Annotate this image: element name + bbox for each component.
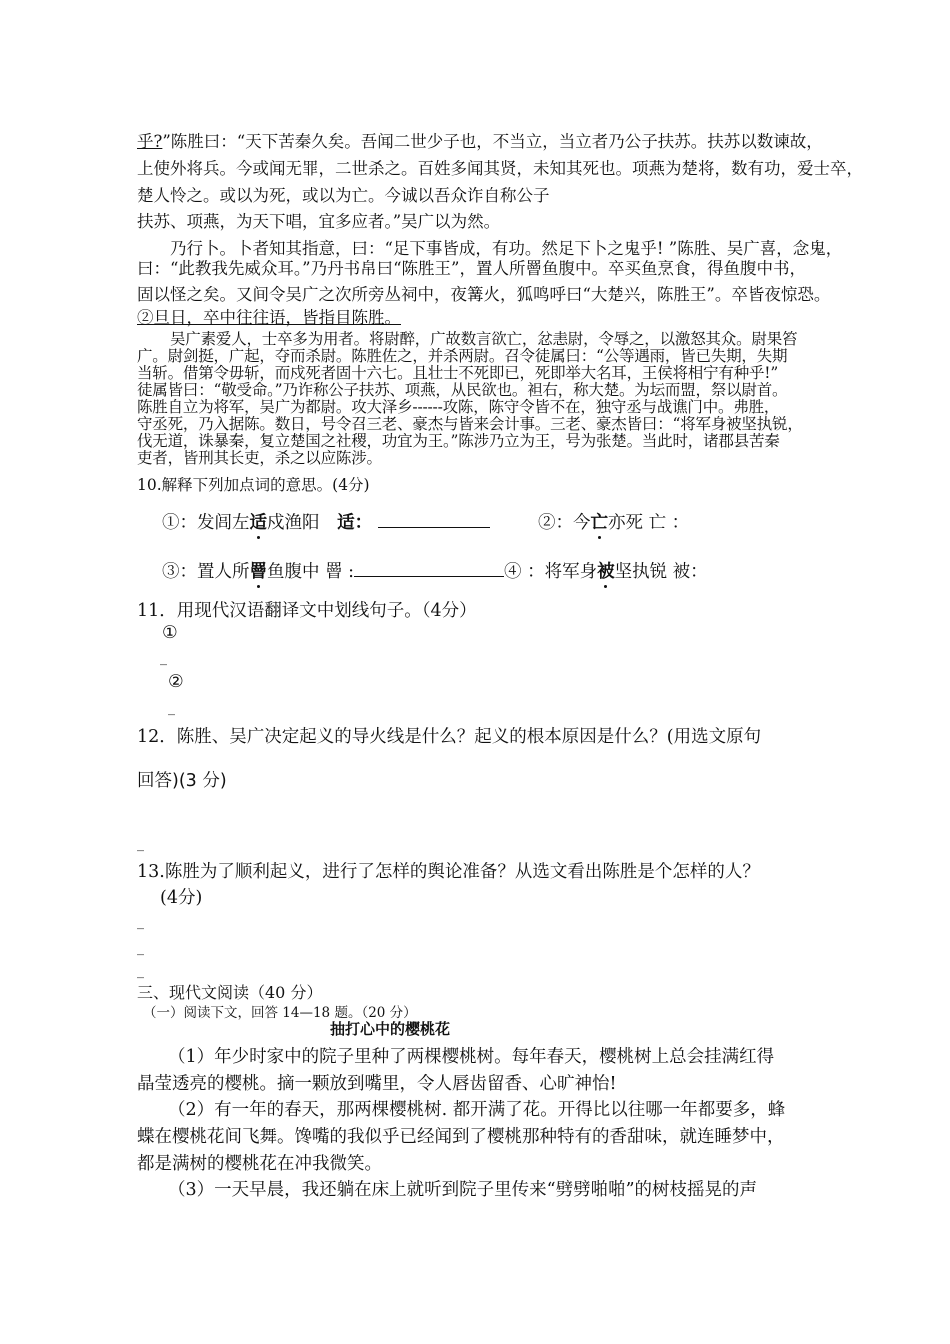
passage-line-4: 扶苏、项燕，为天下唱，宜多应者。”吴广以为然。 — [137, 212, 501, 231]
q10-item-3: ③：置人所罾鱼腹中 罾 : ④ ：将军身被坚执锐 被： — [162, 558, 708, 583]
article-p3-line1: （3）一天早晨，我还躺在床上就听到院子里传来“劈劈啪啪”的树枝摇晃的声 — [168, 1180, 758, 1200]
dotted-char-1: 适 — [249, 513, 267, 533]
q11-item-2: ② — [168, 672, 184, 692]
passage-line-1: 乎?”陈胜曰：“天下苦秦久矣。吾闻二世少子也，不当立，当立者乃公子扶苏。扶苏以数谏故， — [137, 132, 823, 151]
answer-line: _ — [160, 650, 167, 666]
answer-line: _ — [137, 963, 144, 979]
question-10: 10.解释下列加点词的意思。(4分) — [137, 476, 370, 494]
passage-m7: 伐无道，诛暴秦，复立楚国之社稷，功宜为王。”陈涉乃立为王，号为张楚。当此时，诸郡县苦秦 — [137, 432, 780, 450]
passage-line-7: 固以怪之矣。又间令吴广之次所旁丛祠中，夜篝火，狐鸣呼曰“大楚兴，陈胜王”。卒皆夜惊恐。 — [137, 285, 831, 304]
passage-m4: 徒属皆曰：“敬受命。”乃诈称公子扶苏、项燕，从民欲也。袒右，称大楚。为坛而盟，祭以尉首。 — [137, 381, 788, 399]
question-12: 12．陈胜、吴广决定起义的导火线是什么？起义的根本原因是什么？(用选文原句 — [137, 727, 762, 747]
answer-line: _ — [168, 700, 175, 716]
article-p1-line2: 晶莹透亮的樱桃。摘一颗放到嘴里，令人唇齿留香、心旷神怡! — [137, 1074, 617, 1094]
passage-m5: 陈胜自立为将军，吴广为都尉。攻大泽乡------攻陈，陈守令皆不在，独守丞与战谯门中。弗胜， — [137, 398, 780, 416]
article-p2-line1: （2）有一年的春天，那两棵樱桃树. 都开满了花。开得比以往哪一年都要多，蜂 — [168, 1100, 786, 1120]
answer-line: _ — [137, 836, 144, 852]
section-heading: 三、现代文阅读（40 分） — [137, 983, 323, 1002]
answer-line: _ — [137, 914, 144, 930]
article-p1-line1: （1）年少时家中的院子里种了两棵樱桃树。每年春天，樱桃树上总会挂满红得 — [168, 1047, 775, 1067]
article-p2-line3: 都是满树的樱桃花在冲我微笑。 — [137, 1154, 382, 1174]
passage-m3: 当斩。借第令毋斩，而戍死者固十六七。且壮士不死即已，死即举大名耳，王侯将相宁有种乎!” — [137, 364, 779, 382]
passage-m6: 守丞死，乃入据陈。数日，号令召三老、豪杰与皆来会计事。三老、豪杰皆曰：“将军身被坚执锐， — [137, 415, 803, 433]
article-p2-line2: 蝶在樱桃花间飞舞。馋嘴的我似乎已经闻到了樱桃那种特有的香甜味，就连睡梦中， — [137, 1127, 785, 1147]
passage-line-5: 乃行卜。卜者知其指意，曰：“足下事皆成，有功。然足下卜之鬼乎! ”陈胜、吴广喜，念鬼， — [170, 239, 843, 258]
passage-line-3: 楚人怜之。或以为死，或以为亡。今诚以吾众诈自称公子 — [137, 186, 550, 205]
passage-line-6: 曰：“此教我先威众耳。”乃丹书帛曰“陈胜王”，置人所罾鱼腹中。卒买鱼烹食，得鱼腹中书， — [137, 259, 806, 278]
passage-m8: 吏者，皆刑其长吏，杀之以应陈涉。 — [137, 449, 382, 467]
q10-item-1: ①：发闾左适戍渔阳 适： — [162, 509, 490, 534]
question-13-cont: (4分) — [160, 888, 203, 908]
article-title: 抽打心中的樱桃花 — [330, 1020, 451, 1038]
answer-blank-1[interactable] — [378, 509, 490, 528]
dotted-char-4: 被 — [597, 562, 615, 582]
answer-line: _ — [137, 940, 144, 956]
dotted-char-2: 亡 — [590, 513, 608, 533]
passage-m2: 广。尉剑挺，广起，夺而杀尉。陈胜佐之，并杀两尉。召令徒属曰：“公等遇雨，皆已失期，失期 — [137, 347, 788, 365]
q10-item-2: ②：今亡亦死 亡 ： — [538, 513, 690, 533]
question-11: 11．用现代汉语翻译文中划线句子。（4分） — [137, 601, 477, 621]
underlined-sentence-2: ②旦日，卒中往往语，皆指目陈胜。 — [137, 308, 401, 327]
question-13: 13.陈胜为了顺利起义，进行了怎样的舆论准备？从选文看出陈胜是个怎样的人？ — [137, 862, 760, 882]
question-12-cont: 回答)(3 分) — [137, 771, 227, 791]
answer-blank-3[interactable] — [354, 558, 504, 577]
q11-item-1: ① — [162, 623, 178, 643]
passage-line-2: 上使外将兵。今或闻无罪，二世杀之。百姓多闻其贤，未知其死也。项燕为楚将，数有功，爱士卒， — [137, 159, 863, 178]
section-subheading: （一）阅读下文，回答 14—18 题。（20 分） — [143, 1005, 417, 1021]
passage-m1: 吴广素爱人，士卒多为用者。将尉醉，广故数言欲亡，忿恚尉，令辱之，以激怒其众。尉果笞 — [170, 330, 798, 348]
dotted-char-3: 罾 — [249, 562, 267, 582]
